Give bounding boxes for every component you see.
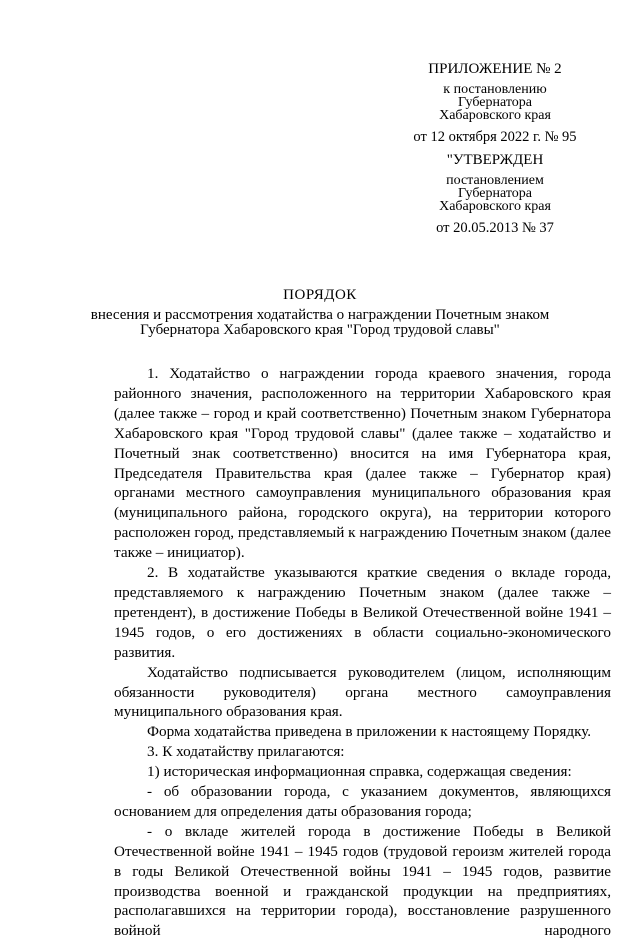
appendix-header bbox=[400, 60, 590, 236]
document-title: ПОРЯДОК bbox=[283, 287, 357, 303]
paragraph-1: 1. Ходатайство о награждении города краевого значения, города районного значения, расположенного на территории Хабаровского края (далее также – город и край соответственно) Почетным знаком Губернатора Хабаровского края "Город трудовой славы" (далее также – ходатайство и Почетный знак соответственно) вносится на имя Губернатора края, Председателя Правительства края (далее также – Губернатор края) органами местного самоуправления муниципального образования края (муниципального района, городского округа), на территории которого расположен город, представляемый к награждению Почетным знаком (далее также – инициатор). bbox=[114, 365, 611, 562]
list-item-1: 1) историческая информационная справка, содержащая сведения: bbox=[147, 763, 572, 781]
list-subitem: - о вкладе жителей города в достижение Победы в Великой Отечественной войне 1941 – 1945 годов (трудовой героизм жителей города в годы Великой Отечественной войны 1941 – 1945 годов, развитие производства военной и гражданской продукции на предприятиях, располагавшихся на территории города), восстановление разрушенного войной народного bbox=[114, 822, 611, 940]
approved-label: "УТВЕРЖДЕН bbox=[446, 152, 544, 168]
paragraph-2: 2. В ходатайстве указываются краткие сведения о вкладе города, представляемого к награждению Почетным знаком (далее также – претендент), в достижение Победы в Великой Отечественной войне 1941 – 1945 годов, о его достижениях в области социально-экономического развития. bbox=[114, 564, 611, 661]
header-line: к постановлению bbox=[443, 82, 547, 97]
paragraph-form: Форма ходатайства приведена в приложении к настоящему Порядку. bbox=[147, 723, 592, 741]
original-date: от 20.05.2013 № 37 bbox=[436, 220, 554, 236]
amendment-date: от 12 октября 2022 г. № 95 bbox=[413, 129, 577, 145]
subtitle-line-2: Губернатора Хабаровского края "Город трудовой славы" bbox=[140, 322, 500, 338]
subtitle-line-1: внесения и рассмотрения ходатайства о награждении Почетным знаком bbox=[90, 307, 550, 323]
header-line: Хабаровского края bbox=[439, 199, 551, 214]
document-body bbox=[114, 364, 611, 941]
header-line: Губернатора bbox=[457, 95, 533, 110]
header-line: Губернатора bbox=[457, 186, 533, 201]
list-subitem: - об образовании города, с указанием документов, являющихся основанием для определения даты образования города; bbox=[114, 783, 611, 820]
header-line: постановлением bbox=[446, 173, 544, 188]
paragraph-3: 3. К ходатайству прилагаются: bbox=[147, 743, 345, 761]
paragraph-signature: Ходатайство подписывается руководителем (лицом, исполняющим обязанности руководителя) органа местного самоуправления муниципального образования края. bbox=[114, 663, 611, 721]
header-line: Хабаровского края bbox=[439, 108, 551, 123]
document-subtitle bbox=[0, 308, 640, 338]
appendix-number: ПРИЛОЖЕНИЕ № 2 bbox=[428, 61, 562, 77]
